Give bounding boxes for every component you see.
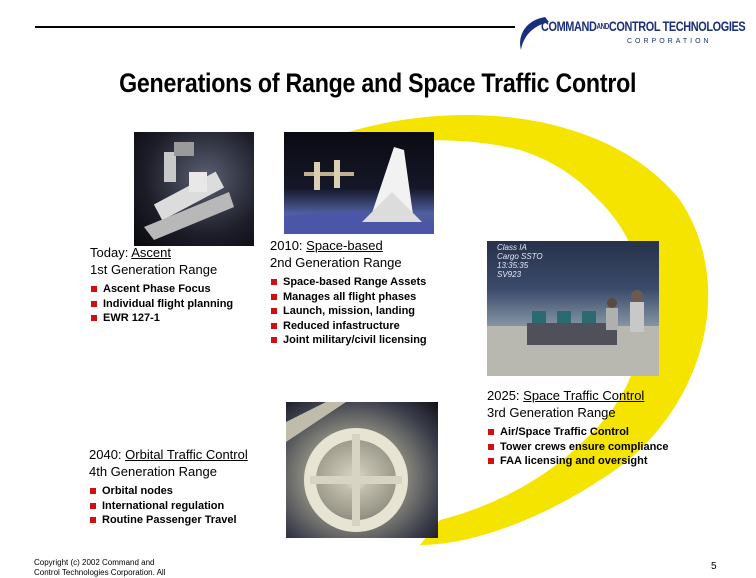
generation-subtitle: 2nd Generation Range xyxy=(270,255,402,270)
list-item: Space-based Range Assets xyxy=(270,275,427,290)
bullet-icon xyxy=(488,429,494,435)
list-item: International regulation xyxy=(89,499,248,514)
list-item: Routine Passenger Travel xyxy=(89,513,248,528)
generation-item-list xyxy=(89,484,248,528)
generation-subtitle: 1st Generation Range xyxy=(90,262,218,277)
generation-heading: 2010: Space-based xyxy=(270,238,383,253)
generation-item-list xyxy=(90,282,233,326)
bullet-icon xyxy=(271,337,277,343)
logo-corporation: CORPORATION xyxy=(627,38,712,45)
generation-2040 xyxy=(89,446,248,528)
list-item: Ascent Phase Focus xyxy=(90,282,233,297)
screen-text-line: SV923 xyxy=(497,270,522,279)
list-item: Air/Space Traffic Control xyxy=(487,425,669,440)
generation-heading: 2025: Space Traffic Control xyxy=(487,388,645,403)
bullet-icon xyxy=(488,444,494,450)
page-number: 5 xyxy=(711,561,717,572)
screen-text-line: 13:35:35 xyxy=(497,261,529,270)
bullet-icon xyxy=(91,301,97,307)
list-item: Individual flight planning xyxy=(90,297,233,312)
bullet-icon xyxy=(91,286,97,292)
generation-item-list xyxy=(270,275,427,348)
generation-subtitle: 4th Generation Range xyxy=(89,464,217,479)
bullet-icon xyxy=(271,294,277,300)
bullet-icon xyxy=(271,279,277,285)
list-item: EWR 127-1 xyxy=(90,311,233,326)
space-shuttle-photo xyxy=(134,132,254,246)
company-logo xyxy=(515,14,746,54)
generation-heading: 2040: Orbital Traffic Control xyxy=(89,447,248,462)
bullet-icon xyxy=(90,517,96,523)
list-item: Reduced infastructure xyxy=(270,319,427,334)
bullet-icon xyxy=(271,308,277,314)
copyright-notice: Copyright (c) 2002 Command and Control Technologies Corporation. All xyxy=(34,558,166,577)
space-station-photo xyxy=(284,132,434,234)
orbital-station-photo xyxy=(286,402,438,538)
bullet-icon xyxy=(91,315,97,321)
bullet-icon xyxy=(271,323,277,329)
list-item: FAA licensing and oversight xyxy=(487,454,669,469)
generation-2025 xyxy=(487,387,669,469)
screen-text-line: Cargo SSTO xyxy=(497,252,543,261)
generation-subtitle: 3rd Generation Range xyxy=(487,405,616,420)
header-rule xyxy=(35,26,515,28)
control-tower-photo xyxy=(487,241,659,376)
list-item: Tower crews ensure compliance xyxy=(487,440,669,455)
bullet-icon xyxy=(90,488,96,494)
list-item: Manages all flight phases xyxy=(270,290,427,305)
logo-company-name: COMMANDANDCONTROL TECHNOLOGIES xyxy=(541,18,746,34)
generation-today xyxy=(90,244,233,326)
bullet-icon xyxy=(90,503,96,509)
page-title: Generations of Range and Space Traffic Control xyxy=(119,68,637,98)
generation-item-list xyxy=(487,425,669,469)
bullet-icon xyxy=(488,458,494,464)
list-item: Launch, mission, landing xyxy=(270,304,427,319)
screen-text-line: Class IA xyxy=(497,243,527,252)
generation-heading: Today: Ascent xyxy=(90,245,171,260)
list-item: Joint military/civil licensing xyxy=(270,333,427,348)
list-item: Orbital nodes xyxy=(89,484,248,499)
generation-2010 xyxy=(270,237,427,348)
